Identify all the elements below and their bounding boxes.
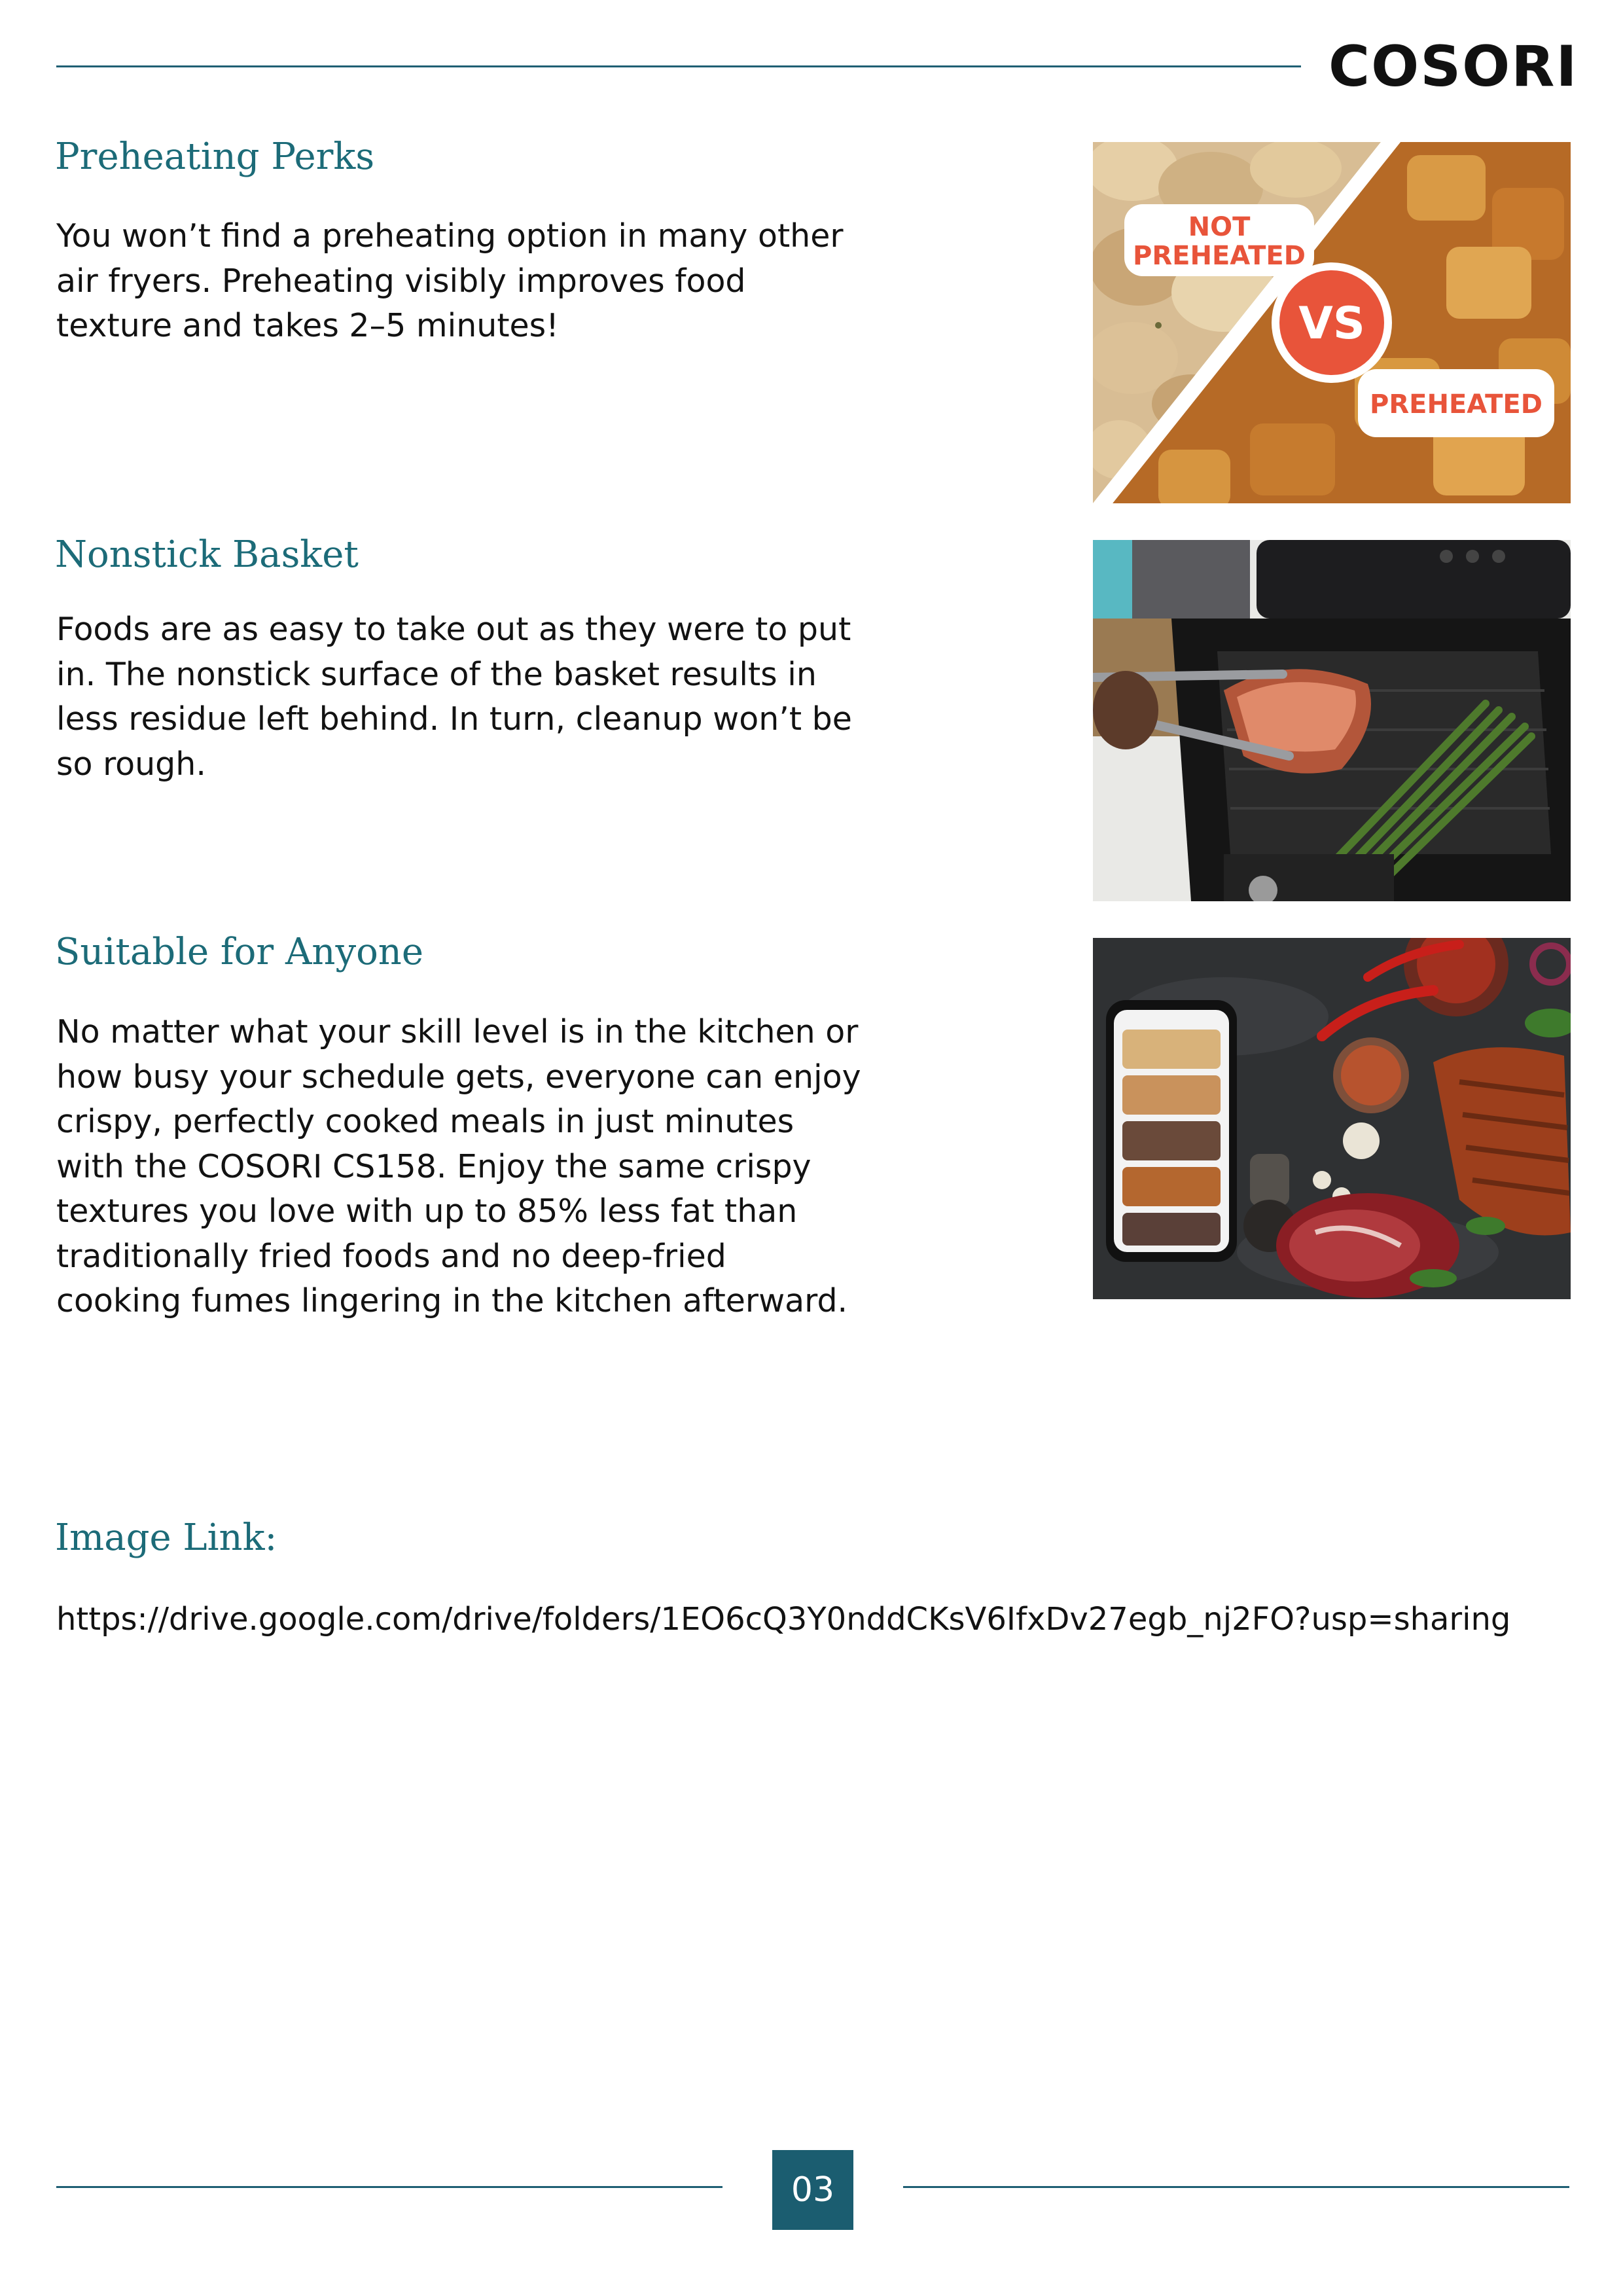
section-body-preheating: You won’t find a preheating option in many other air fryers. Preheating visibly improves food texture and takes 2–5 minutes! bbox=[56, 217, 844, 344]
page-number: 03 bbox=[772, 2150, 853, 2230]
not-preheated-label-line2: PREHEATED bbox=[1133, 241, 1306, 271]
section-body-suitable: No matter what your skill level is in the kitchen or how busy your schedule gets, everyone can enjoy crispy, perfectly cooked meals in just minutes with the COSORI CS158. Enjoy the same crispy textures you love with up to 85% less fat than traditionally fried foods and no deep-fried cooking fumes lingering in the kitchen afterward. bbox=[56, 1013, 861, 1319]
section-body-nonstick: Foods are as easy to take out as they were to put in. The nonstick surface of the basket results in less residue left behind. In turn, cleanup won’t be so rough. bbox=[56, 611, 852, 783]
footer-rule-right bbox=[903, 2186, 1569, 2188]
brand-logo: COSORI bbox=[1329, 34, 1578, 99]
preheated-comparison-photo bbox=[1093, 142, 1571, 503]
image-link-heading: Image Link: bbox=[55, 1516, 277, 1559]
not-preheated-label-line1: NOT bbox=[1188, 212, 1251, 242]
section-heading-nonstick: Nonstick Basket bbox=[55, 533, 359, 576]
preheated-label: PREHEATED bbox=[1370, 389, 1543, 420]
image-link-url[interactable]: https://drive.google.com/drive/folders/1EO6cQ3Y0nddCKsV6IfxDv27egb_nj2FO?usp=sharing bbox=[56, 1601, 1511, 1638]
footer-rule-left bbox=[56, 2186, 722, 2188]
section-heading-suitable: Suitable for Anyone bbox=[55, 931, 424, 973]
section-heading-preheating: Preheating Perks bbox=[55, 135, 375, 178]
recipe-app-and-meats-photo bbox=[1093, 938, 1571, 1299]
vs-label: VS bbox=[1298, 298, 1365, 350]
air-fryer-basket-salmon-photo bbox=[1093, 540, 1571, 901]
header-rule bbox=[56, 65, 1301, 67]
